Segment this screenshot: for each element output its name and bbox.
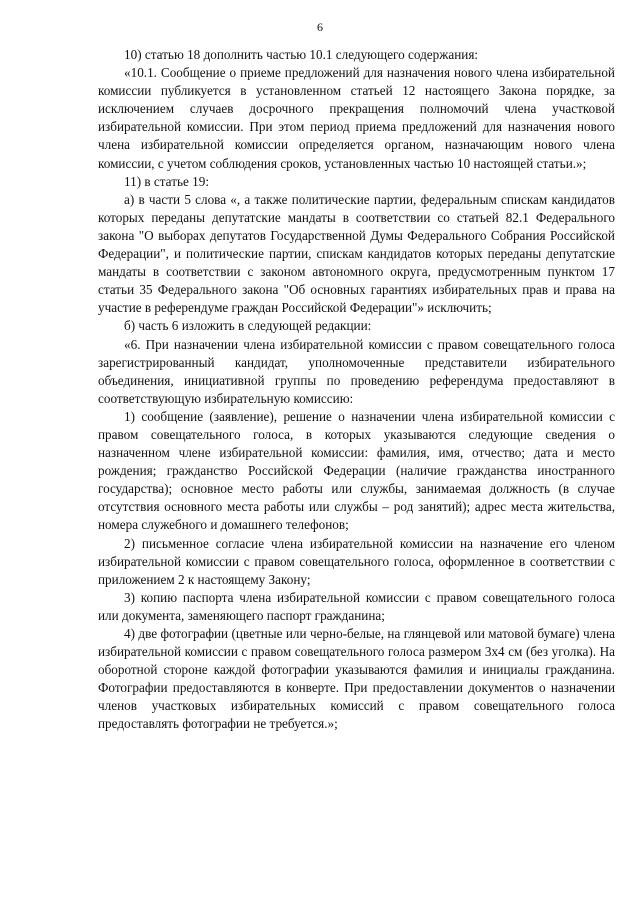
paragraph-10-item: 10) статью 18 дополнить частью 10.1 следующего содержания: [124,47,479,62]
paragraph-part-6: «6. При назначении члена избирательной комиссии с правом совещательного голоса зарегистрированный кандидат, уполномоченные представители избирательного объединения, инициативной группы по проведению референдума предоставляют в соответствующую избирательную комиссию: [98,336,615,406]
list-item-1: 1) сообщение (заявление), решение о назначении члена избирательной комиссии с правом совещательного голоса, в которых указываются следующие сведения о назначенном члене избирательной комиссии: фамилия, имя, отчество; дата и место рождения; гражданство Российской Федерации (наличие гражданства иностранного государства); основное место работы или службы, занимаемая должность (в случае отсутствия основного места работы или службы – род занятий); адрес места жительства, номера служебного и домашнего телефонов; [98,408,615,533]
paragraph-10-1-text: «10.1. Сообщение о приеме предложений для назначения нового члена избирательной комиссии публикуется в установленном статьей 12 настоящего Закона порядке, за исключением случаев досрочного прекращения полномочий члена участковой избирательной комиссии. При этом период приема предложений для назначения нового члена избирательной комиссии определяется органом, назначающим нового члена комиссии, с учетом соблюдения сроков, установленных частью 10 настоящей статьи.»; [98,65,615,171]
list-item-4: 4) две фотографии (цветные или черно-белые, на глянцевой или матовой бумаге) члена избирательной комиссии с правом совещательного голоса размером 3х4 см (без уголка). На оборотной стороне каждой фотографии указываются фамилия и инициалы гражданина. Фотографии предоставляются в конверте. При предоставлении документов о назначении членов участковых избирательных комиссий с правом совещательного голоса предоставлять фотографии не требуется.»; [98,626,615,732]
document-body [98,46,615,734]
paragraph-11-b: б) часть 6 изложить в следующей редакции: [124,318,372,334]
page-number: 6 [317,20,323,34]
list-item-3: 3) копию паспорта члена избирательной комиссии с правом совещательного голоса или документа, заменяющего паспорт гражданина; [98,589,615,623]
list-item-2: 2) письменное согласие члена избирательной комиссии на назначение его членом избирательной комиссии с правом совещательного голоса, оформленное в соответствии с приложением 2 к настоящему Закону; [98,535,615,587]
paragraph-11-a: а) в части 5 слова «, а также политические партии, федеральным спискам кандидатов которых переданы депутатские мандаты в соответствии со статьей 82.1 Федерального закона "О выборах депутатов Государственной Думы Федерального Собрания Российской Федерации", и политические партии, спискам кандидатов которых переданы депутатские мандаты в соответствии с законом автономного округа, предусмотренным пунктом 17 статьи 35 Федерального закона "Об основных гарантиях избирательных прав и права на участие в референдуме граждан Российской Федерации"» исключить; [98,191,615,316]
paragraph-11-item: 11) в статье 19: [124,173,209,189]
